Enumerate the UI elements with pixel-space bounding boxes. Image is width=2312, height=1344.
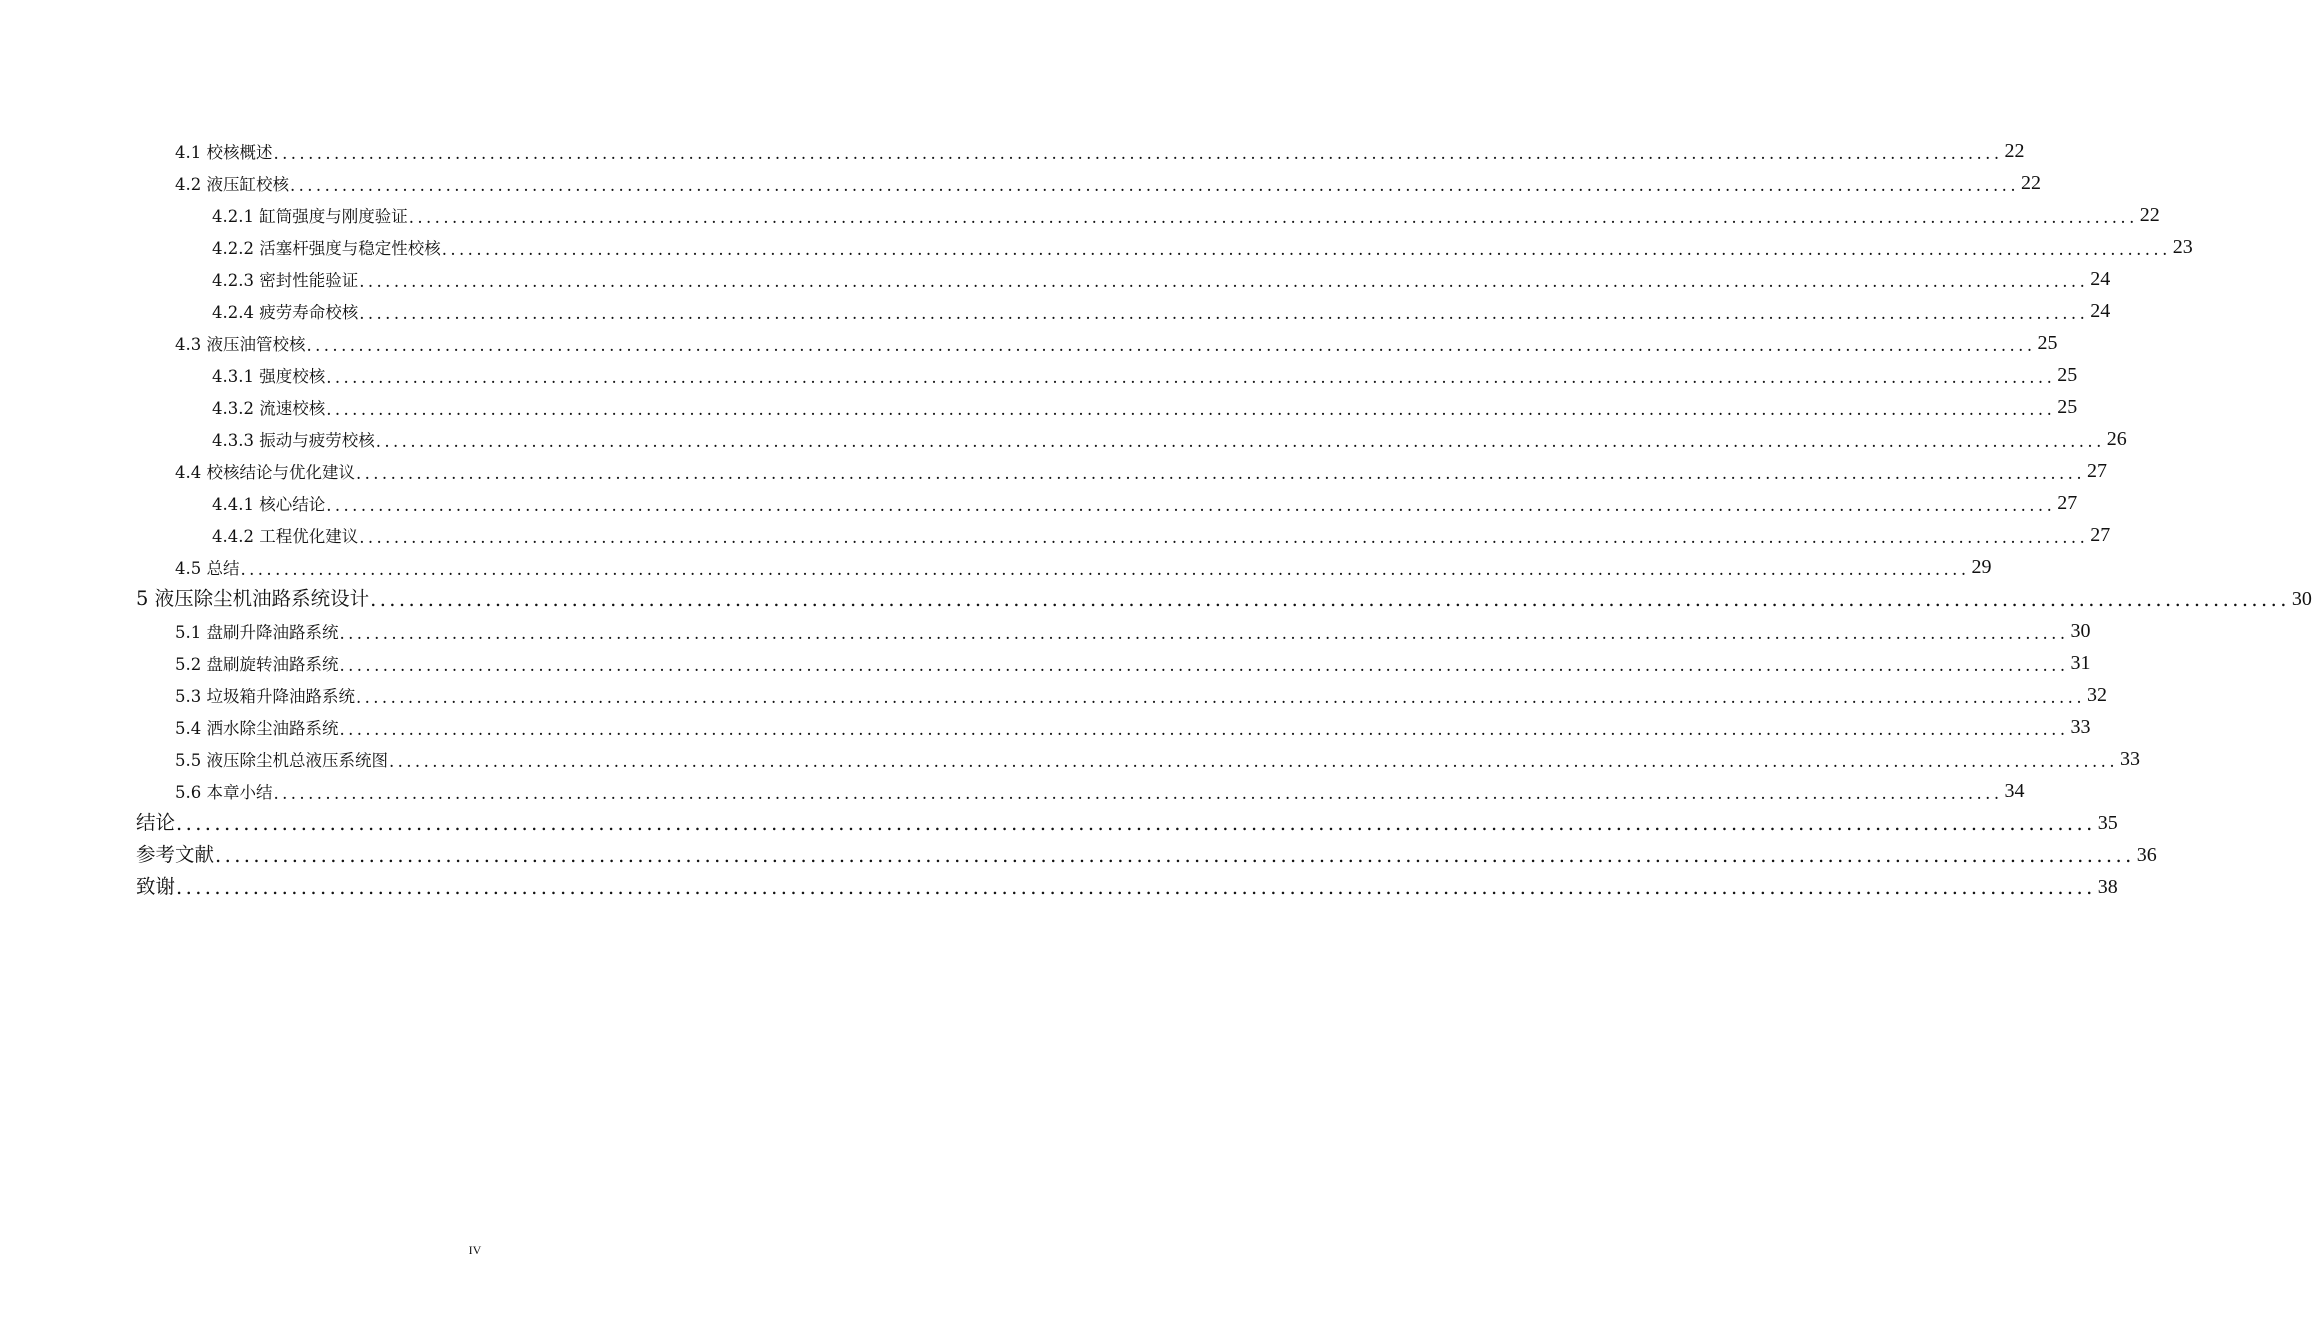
dot-leader: ........................................................................................................................................................................................................	[408, 208, 2138, 227]
dot-leader: ........................................................................................................................................................................................................	[359, 528, 2089, 547]
toc-entry-title: 4.4 校核结论与优化建议	[175, 463, 355, 482]
toc-entry-page: 25	[2057, 396, 2078, 418]
toc-entry[interactable]	[0, 776, 2025, 808]
toc-entry-title: 结论	[136, 811, 176, 834]
toc-entry[interactable]	[0, 680, 2107, 712]
page-number: IV	[468, 1243, 482, 1257]
toc-entry[interactable]	[0, 200, 2160, 232]
toc-entry-page: 38	[2097, 876, 2118, 898]
dot-leader: ........................................................................................................................................................................................................	[370, 588, 2290, 611]
dot-leader: ........................................................................................................................................................................................................	[326, 368, 2056, 387]
dot-leader: ........................................................................................................................................................................................................	[359, 272, 2089, 291]
toc-entry-title: 4.5 总结	[175, 559, 240, 578]
toc-entry[interactable]	[0, 328, 2058, 360]
toc-entry-title: 4.2.4 疲劳寿命校核	[212, 303, 359, 322]
dot-leader: ........................................................................................................................................................................................................	[339, 720, 2069, 739]
toc-entry-title: 4.4.1 核心结论	[212, 495, 326, 514]
dot-leader: ........................................................................................................................................................................................................	[326, 496, 2056, 515]
toc-entry-page: 22	[2004, 140, 2025, 162]
toc-entry-title: 4.2.3 密封性能验证	[212, 271, 359, 290]
dot-leader: ........................................................................................................................................................................................................	[339, 656, 2069, 675]
toc-entry-title: 参考文献	[136, 843, 215, 866]
toc-entry[interactable]	[0, 424, 2127, 456]
toc-entry-page: 30	[2070, 620, 2091, 642]
toc-entry-title: 5.3 垃圾箱升降油路系统	[175, 687, 355, 706]
toc-entry-title: 4.2.2 活塞杆强度与稳定性校核	[212, 239, 441, 258]
toc-entry-title: 5.6 本章小结	[175, 783, 273, 802]
toc-entry-page: 24	[2090, 268, 2111, 290]
toc-entry-title: 4.3.3 振动与疲劳校核	[212, 431, 375, 450]
toc-entry-page: 27	[2086, 460, 2107, 482]
dot-leader: ........................................................................................................................................................................................................	[339, 624, 2069, 643]
toc-entry-page: 36	[2136, 844, 2157, 866]
toc-entry-page: 33	[2119, 748, 2140, 770]
dot-leader: ........................................................................................................................................................................................................	[326, 400, 2056, 419]
toc-entry[interactable]	[0, 392, 2078, 424]
toc-entry[interactable]	[0, 872, 2118, 904]
toc-entry[interactable]	[0, 360, 2078, 392]
toc-entry[interactable]	[0, 648, 2091, 680]
dot-leader: ........................................................................................................................................................................................................	[306, 336, 2036, 355]
toc-entry[interactable]	[0, 840, 2157, 872]
toc-entry[interactable]	[0, 520, 2111, 552]
table-of-contents	[0, 136, 2312, 904]
toc-entry-page: 25	[2057, 364, 2078, 386]
toc-entry-title: 5.1 盘刷升降油路系统	[175, 623, 339, 642]
dot-leader: ........................................................................................................................................................................................................	[273, 144, 2003, 163]
toc-entry-title: 5.4 洒水除尘油路系统	[175, 719, 339, 738]
toc-entry-title: 4.4.2 工程优化建议	[212, 527, 359, 546]
dot-leader: ........................................................................................................................................................................................................	[356, 464, 2085, 483]
toc-entry-title: 4.2.1 缸筒强度与刚度验证	[212, 207, 408, 226]
toc-entry-page: 23	[2172, 236, 2193, 258]
toc-entry-page: 30	[2291, 588, 2312, 610]
dot-leader: ........................................................................................................................................................................................................	[290, 176, 2019, 195]
toc-entry-page: 35	[2097, 812, 2118, 834]
toc-entry-page: 25	[2037, 332, 2058, 354]
toc-entry-page: 26	[2106, 428, 2127, 450]
dot-leader: ........................................................................................................................................................................................................	[389, 752, 2118, 771]
toc-entry-page: 22	[2020, 172, 2041, 194]
dot-leader: ........................................................................................................................................................................................................	[176, 876, 2096, 899]
toc-entry-title: 5 液压除尘机油路系统设计	[136, 587, 370, 610]
toc-entry[interactable]	[0, 744, 2140, 776]
toc-entry-page: 32	[2086, 684, 2107, 706]
toc-entry-page: 29	[1971, 556, 1992, 578]
toc-entry-page: 31	[2070, 652, 2091, 674]
toc-entry-title: 4.2 液压缸校核	[175, 175, 289, 194]
toc-entry-page: 27	[2057, 492, 2078, 514]
toc-entry[interactable]	[0, 584, 2312, 616]
toc-entry-page: 27	[2090, 524, 2111, 546]
toc-entry[interactable]	[0, 232, 2193, 264]
dot-leader: ........................................................................................................................................................................................................	[359, 304, 2089, 323]
toc-entry[interactable]	[0, 712, 2091, 744]
toc-entry-page: 22	[2139, 204, 2160, 226]
dot-leader: ........................................................................................................................................................................................................	[215, 844, 2135, 867]
toc-entry-title: 4.1 校核概述	[175, 143, 273, 162]
dot-leader: ........................................................................................................................................................................................................	[356, 688, 2085, 707]
dot-leader: ........................................................................................................................................................................................................	[273, 784, 2003, 803]
toc-entry[interactable]	[0, 136, 2025, 168]
toc-entry-page: 33	[2070, 716, 2091, 738]
dot-leader: ........................................................................................................................................................................................................	[441, 240, 2171, 259]
toc-entry-title: 致谢	[136, 875, 176, 898]
toc-entry-page: 24	[2090, 300, 2111, 322]
dot-leader: ........................................................................................................................................................................................................	[240, 560, 1970, 579]
toc-entry-title: 5.5 液压除尘机总液压系统图	[175, 751, 388, 770]
toc-entry-title: 5.2 盘刷旋转油路系统	[175, 655, 339, 674]
dot-leader: ........................................................................................................................................................................................................	[375, 432, 2105, 451]
toc-entry[interactable]	[0, 456, 2107, 488]
toc-entry[interactable]	[0, 264, 2111, 296]
dot-leader: ........................................................................................................................................................................................................	[176, 812, 2096, 835]
toc-entry[interactable]	[0, 296, 2111, 328]
toc-entry[interactable]	[0, 616, 2091, 648]
toc-entry-page: 34	[2004, 780, 2025, 802]
toc-entry-title: 4.3.2 流速校核	[212, 399, 326, 418]
toc-entry-title: 4.3 液压油管校核	[175, 335, 306, 354]
toc-entry[interactable]	[0, 168, 2041, 200]
toc-entry-title: 4.3.1 强度校核	[212, 367, 326, 386]
toc-entry[interactable]	[0, 552, 1992, 584]
toc-entry[interactable]	[0, 488, 2078, 520]
toc-entry[interactable]	[0, 808, 2118, 840]
